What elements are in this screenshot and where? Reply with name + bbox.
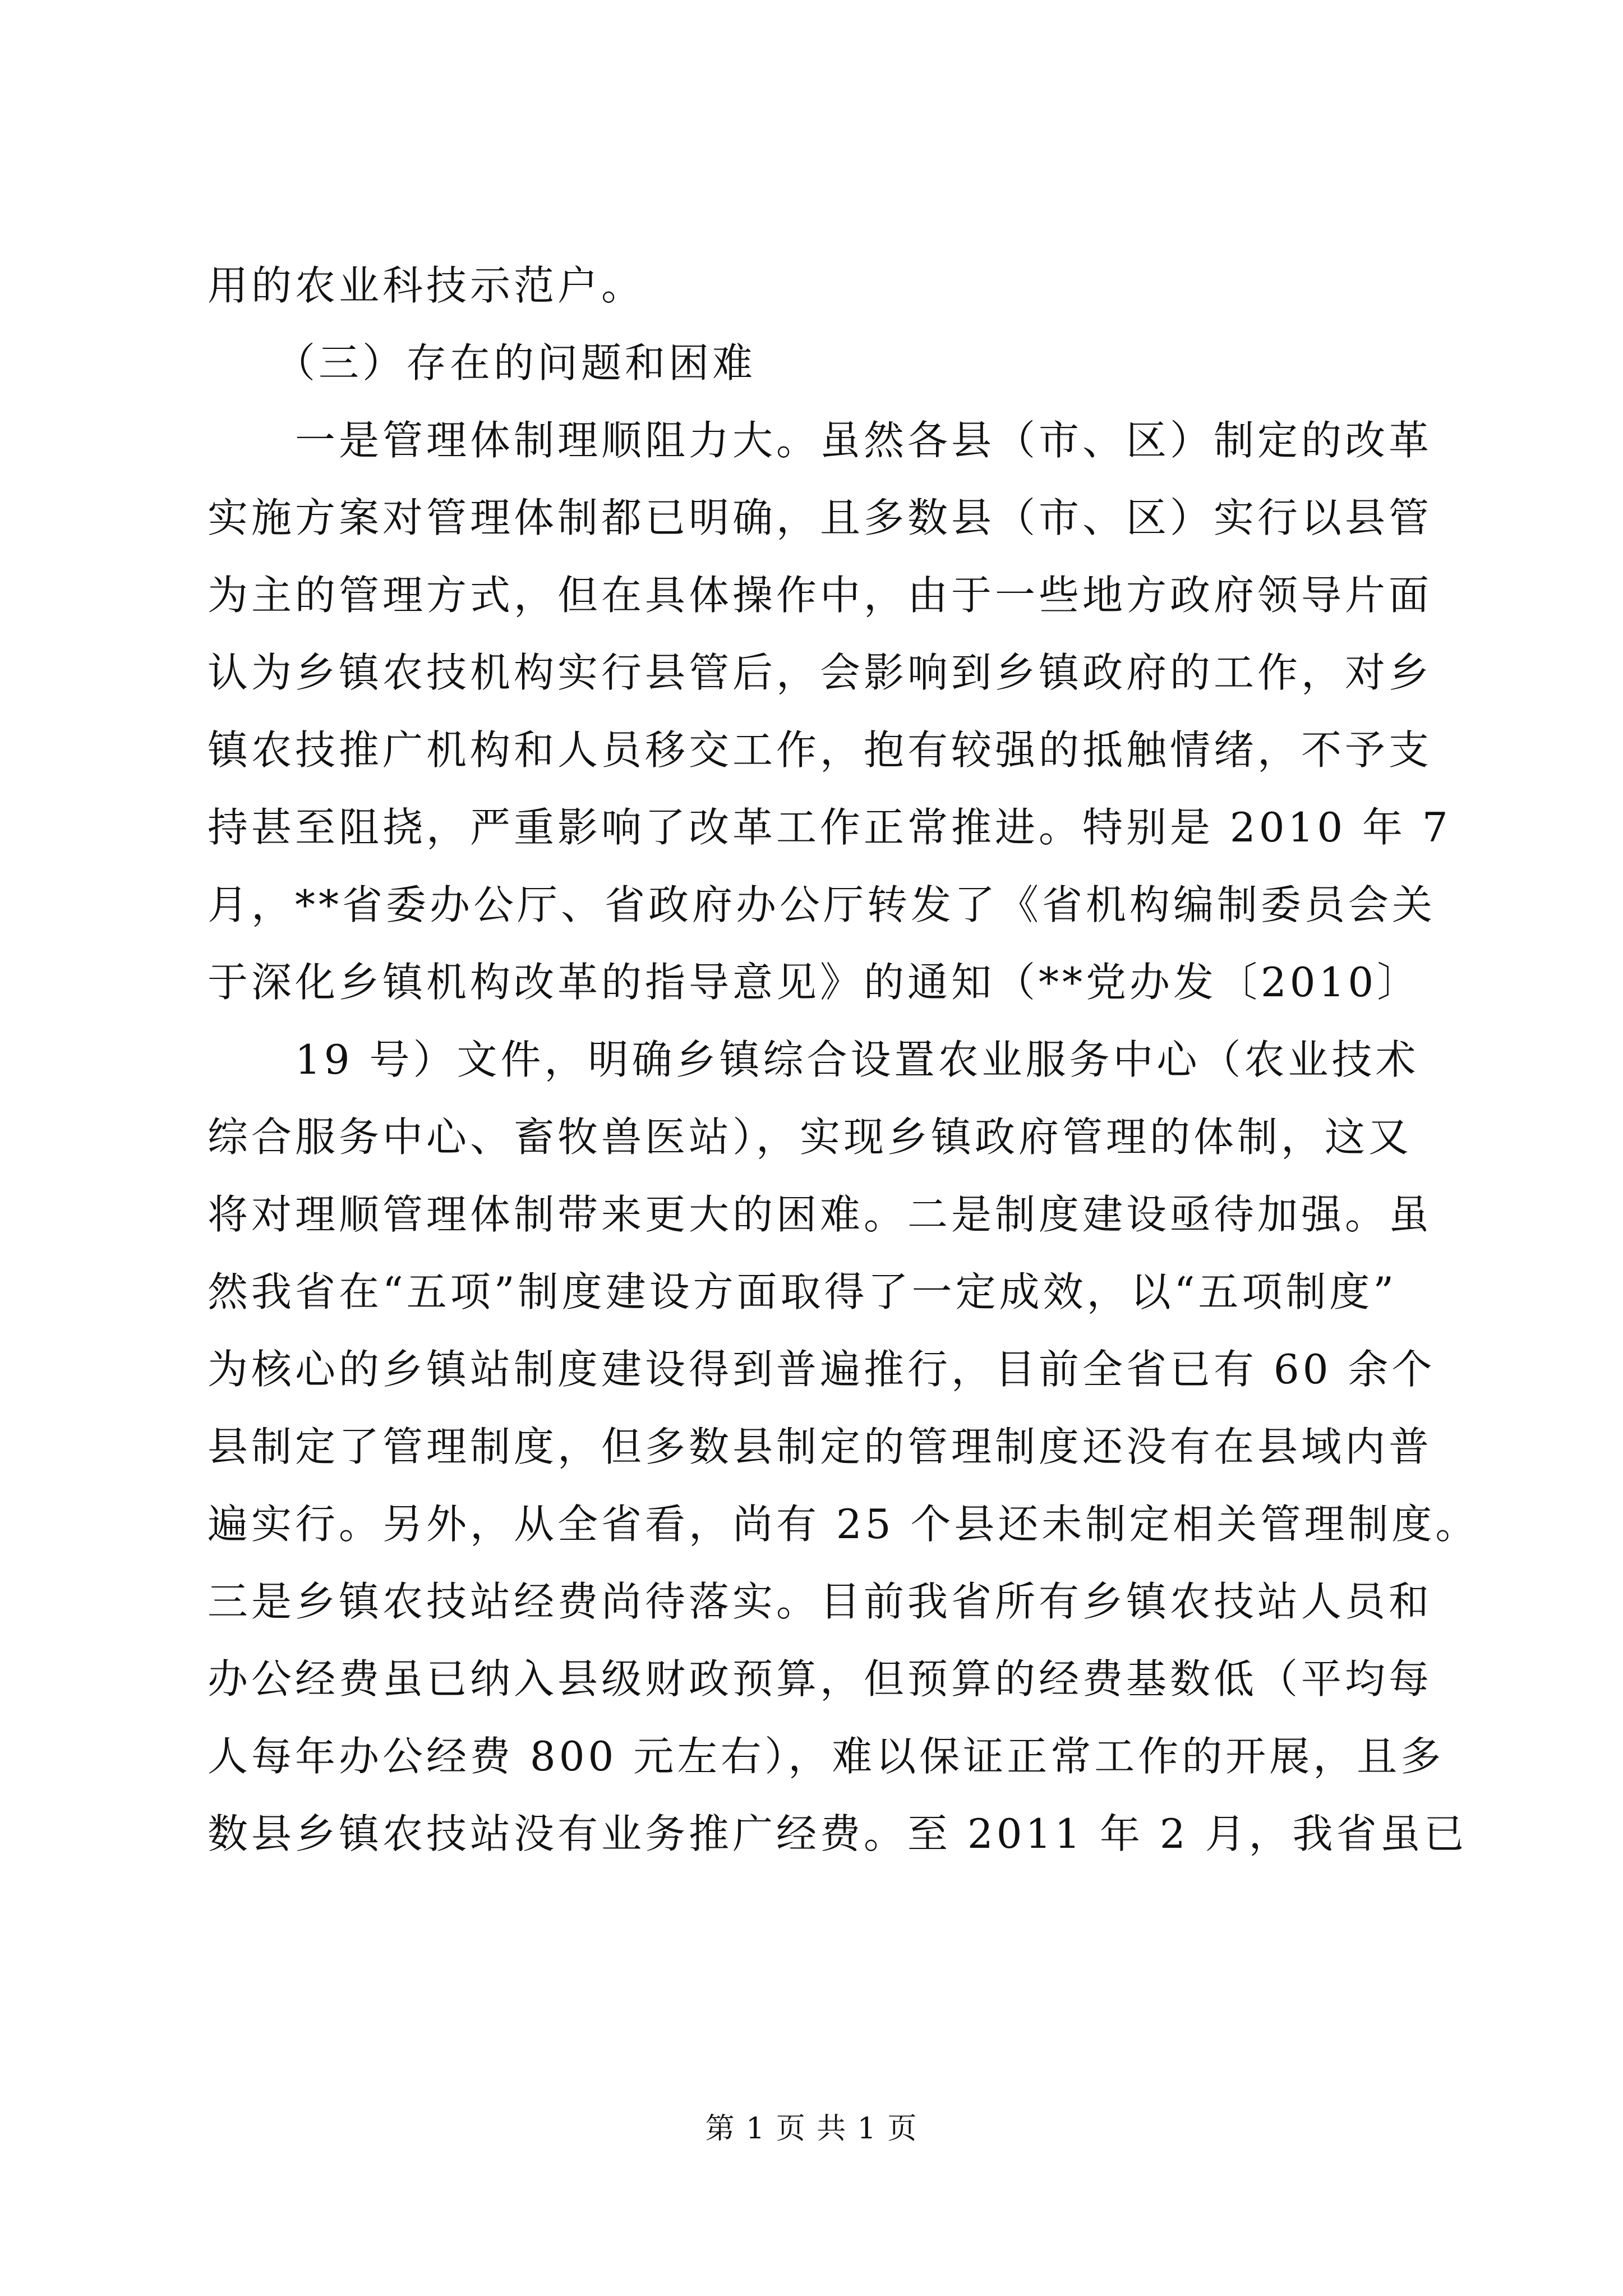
text-line: 办公经费虽已纳入县级财政预算，但预算的经费基数低（平均每 xyxy=(208,1655,1433,1703)
text-line: 于深化乡镇机构改革的指导意见》的通知（**党办发〔2010〕 xyxy=(208,959,1421,1006)
text-line: 县制定了管理制度，但多数县制定的管理制度还没有在县域内普 xyxy=(208,1423,1433,1470)
text-line: 然我省在“五项”制度建设方面取得了一定成效，以“五项制度” xyxy=(208,1268,1398,1315)
text-line: 用的农业科技示范户。 xyxy=(208,262,645,309)
text-line: 三是乡镇农技站经费尚待落实。目前我省所有乡镇农技站人员和 xyxy=(208,1578,1433,1625)
text-line: 持甚至阻挠，严重影响了改革工作正常推进。特别是 2010 年 7 xyxy=(208,804,1451,851)
text-line: 人每年办公经费 800 元左右），难以保证正常工作的开展，且多 xyxy=(208,1733,1445,1780)
text-line: 数县乡镇农技站没有业务推广经费。至 2011 年 2 月，我省虽已 xyxy=(208,1810,1468,1857)
page-number-footer: 第 1 页 共 1 页 xyxy=(705,2112,918,2146)
text-line: 月，**省委办公厅、省政府办公厅转发了《省机构编制委员会关 xyxy=(208,881,1436,928)
section-heading: （三）存在的问题和困难 xyxy=(208,339,757,386)
text-line: 为主的管理方式，但在具体操作中，由于一些地方政府领导片面 xyxy=(208,572,1433,619)
text-line: 一是管理体制理顺阻力大。虽然各县（市、区）制定的改革 xyxy=(208,417,1433,464)
text-line: 为核心的乡镇站制度建设得到普遍推行，目前全省已有 60 余个 xyxy=(208,1346,1436,1393)
text-line: 遍实行。另外，从全省看，尚有 25 个县还未制定相关管理制度。 xyxy=(208,1501,1479,1548)
text-line: 综合服务中心、畜牧兽医站），实现乡镇政府管理的体制，这又 xyxy=(208,1114,1413,1161)
document-body xyxy=(208,247,1479,1872)
text-line: 将对理顺管理体制带来更大的困难。二是制度建设亟待加强。虽 xyxy=(208,1191,1433,1238)
text-line: 19 号）文件，明确乡镇综合设置农业服务中心（农业技术 xyxy=(208,1036,1419,1083)
text-line: 镇农技推广机构和人员移交工作，抱有较强的抵触情绪，不予支 xyxy=(208,726,1433,774)
text-line: 认为乡镇农技机构实行县管后，会影响到乡镇政府的工作，对乡 xyxy=(208,649,1433,696)
text-line: 实施方案对管理体制都已明确，且多数县（市、区）实行以县管 xyxy=(208,494,1433,541)
